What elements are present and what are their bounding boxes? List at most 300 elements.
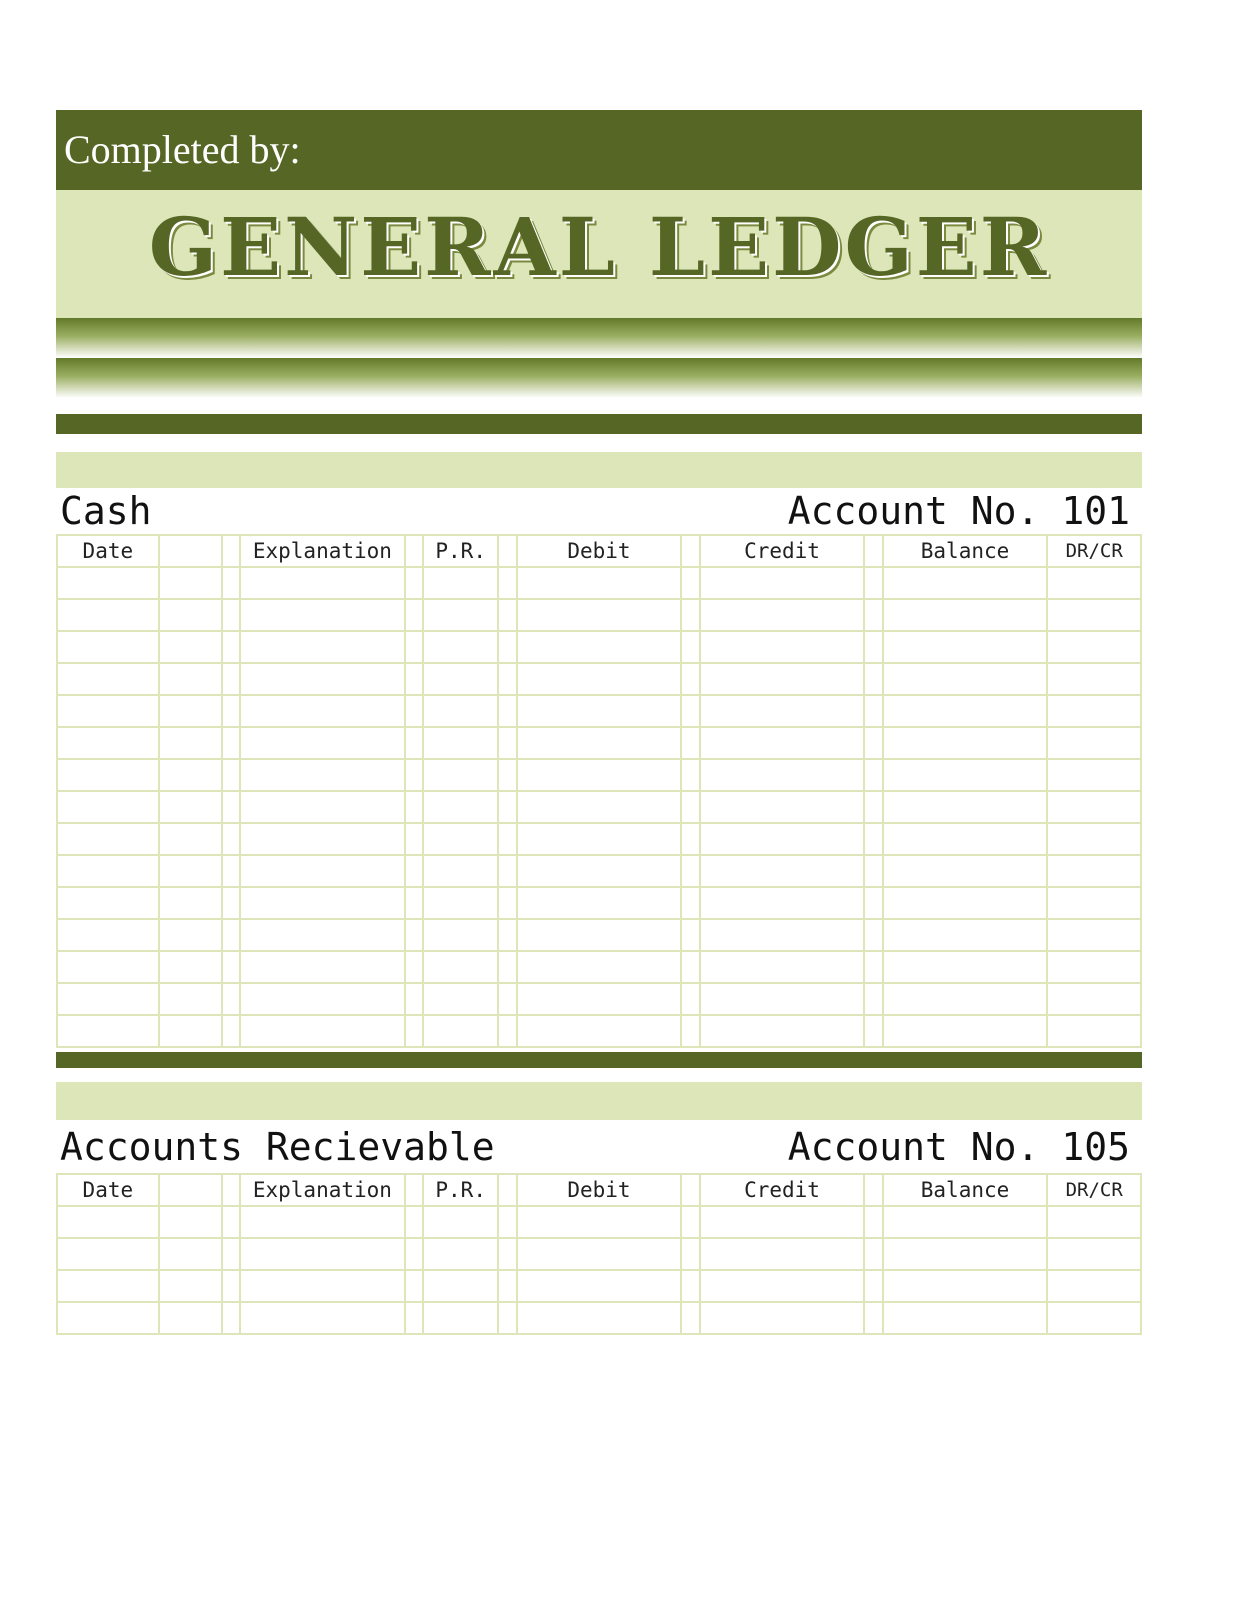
ledger-cell[interactable] (498, 1206, 516, 1238)
column-header-balance: Balance (883, 535, 1048, 567)
ledger-cell[interactable] (57, 855, 159, 887)
ledger-cell[interactable] (883, 1302, 1048, 1334)
ledger-cell[interactable] (222, 791, 240, 823)
ledger-cell[interactable] (864, 1270, 882, 1302)
ledger-cell[interactable] (883, 759, 1048, 791)
ledger-cell[interactable] (700, 1206, 865, 1238)
ledger-cell[interactable] (240, 823, 405, 855)
column-spacer (498, 1174, 516, 1206)
ledger-cell[interactable] (864, 599, 882, 631)
ledger-cell[interactable] (864, 919, 882, 951)
ledger-cell[interactable] (240, 663, 405, 695)
ledger-cell[interactable] (517, 1015, 682, 1047)
ledger-cell[interactable] (57, 791, 159, 823)
section-band-1 (56, 452, 1142, 488)
ledger-cell[interactable] (517, 823, 682, 855)
ledger-cell[interactable] (517, 1238, 682, 1270)
ledger-cell[interactable] (57, 727, 159, 759)
ledger-cell[interactable] (1047, 823, 1141, 855)
ledger-cell[interactable] (57, 1302, 159, 1334)
column-header-explanation: Explanation (240, 1174, 405, 1206)
ledger-cell[interactable] (700, 823, 865, 855)
ledger-cell[interactable] (1047, 631, 1141, 663)
ledger-cell[interactable] (57, 1206, 159, 1238)
ledger-cell[interactable] (240, 951, 405, 983)
column-header-credit: Credit (700, 1174, 865, 1206)
ledger-cell[interactable] (681, 1270, 699, 1302)
ledger-cell[interactable] (1047, 759, 1141, 791)
ledger-cell[interactable] (700, 727, 865, 759)
ledger-cell[interactable] (517, 1206, 682, 1238)
ledger-row (57, 1302, 1141, 1334)
ledger-cell[interactable] (864, 695, 882, 727)
ledger-cell[interactable] (864, 855, 882, 887)
ledger-cell[interactable] (159, 759, 222, 791)
ledger-cell[interactable] (423, 663, 498, 695)
completed-by-label: Completed by: (64, 127, 301, 172)
ledger-table-cash (56, 534, 1142, 1048)
ledger-cell[interactable] (1047, 567, 1141, 599)
ledger-cell[interactable] (883, 663, 1048, 695)
column-header-date: Date (57, 1174, 159, 1206)
ledger-cell[interactable] (57, 1015, 159, 1047)
ledger-cell[interactable] (57, 567, 159, 599)
ledger-cell[interactable] (681, 855, 699, 887)
ledger-cell[interactable] (405, 567, 423, 599)
ledger-cell[interactable] (57, 951, 159, 983)
ledger-row (57, 983, 1141, 1015)
ledger-cell[interactable] (159, 791, 222, 823)
ledger-cell[interactable] (57, 983, 159, 1015)
ledger-cell[interactable] (517, 855, 682, 887)
ledger-cell[interactable] (700, 1015, 865, 1047)
ledger-cell[interactable] (240, 919, 405, 951)
ledger-cell[interactable] (883, 631, 1048, 663)
ledger-cell[interactable] (159, 855, 222, 887)
ledger-cell[interactable] (681, 951, 699, 983)
ledger-cell[interactable] (517, 1270, 682, 1302)
ledger-cell[interactable] (405, 1238, 423, 1270)
ledger-cell[interactable] (423, 791, 498, 823)
ledger-cell[interactable] (498, 823, 516, 855)
ledger-cell[interactable] (240, 983, 405, 1015)
ledger-cell[interactable] (159, 951, 222, 983)
ledger-cell[interactable] (423, 1238, 498, 1270)
ledger-row (57, 823, 1141, 855)
ledger-row (57, 1015, 1141, 1047)
ledger-cell[interactable] (1047, 887, 1141, 919)
ledger-cell[interactable] (517, 791, 682, 823)
ledger-cell[interactable] (498, 951, 516, 983)
ledger-cell[interactable] (240, 1270, 405, 1302)
ledger-cell[interactable] (1047, 727, 1141, 759)
ledger-cell[interactable] (222, 919, 240, 951)
account-number-value: 105 (1061, 1125, 1130, 1169)
ledger-cell[interactable] (864, 823, 882, 855)
ledger-cell[interactable] (405, 1206, 423, 1238)
ledger-cell[interactable] (57, 663, 159, 695)
ledger-cell[interactable] (883, 1206, 1048, 1238)
column-spacer (159, 535, 222, 567)
ledger-cell[interactable] (423, 855, 498, 887)
ledger-cell[interactable] (864, 663, 882, 695)
ledger-cell[interactable] (517, 663, 682, 695)
ledger-cell[interactable] (423, 951, 498, 983)
ledger-row (57, 1206, 1141, 1238)
account-name-cash: Cash (60, 489, 152, 533)
ledger-cell[interactable] (883, 599, 1048, 631)
ledger-cell[interactable] (405, 791, 423, 823)
ledger-cell[interactable] (1047, 791, 1141, 823)
ledger-row (57, 727, 1141, 759)
ledger-cell[interactable] (423, 759, 498, 791)
ledger-cell[interactable] (222, 951, 240, 983)
ledger-cell[interactable] (1047, 1238, 1141, 1270)
column-header-dr-cr: DR/CR (1047, 1174, 1141, 1206)
ledger-cell[interactable] (498, 1238, 516, 1270)
ledger-cell[interactable] (159, 599, 222, 631)
ledger-cell[interactable] (883, 695, 1048, 727)
ledger-cell[interactable] (159, 695, 222, 727)
ledger-cell[interactable] (700, 1270, 865, 1302)
ledger-cell[interactable] (1047, 919, 1141, 951)
ledger-cell[interactable] (57, 631, 159, 663)
ledger-row (57, 567, 1141, 599)
ledger-cell[interactable] (423, 919, 498, 951)
ledger-cell[interactable] (1047, 1302, 1141, 1334)
ledger-cell[interactable] (498, 1302, 516, 1334)
column-header-dr-cr: DR/CR (1047, 535, 1141, 567)
ledger-cell[interactable] (883, 791, 1048, 823)
ledger-cell[interactable] (1047, 951, 1141, 983)
ledger-cell[interactable] (222, 1238, 240, 1270)
ledger-cell[interactable] (864, 631, 882, 663)
ledger-cell[interactable] (517, 599, 682, 631)
ledger-cell[interactable] (222, 663, 240, 695)
ledger-cell[interactable] (1047, 855, 1141, 887)
ledger-cell[interactable] (405, 823, 423, 855)
ledger-cell[interactable] (517, 759, 682, 791)
ledger-cell[interactable] (405, 1015, 423, 1047)
ledger-cell[interactable] (681, 727, 699, 759)
divider-bar-1 (56, 414, 1142, 434)
ledger-cell[interactable] (1047, 983, 1141, 1015)
ledger-cell[interactable] (864, 567, 882, 599)
ledger-cell[interactable] (681, 695, 699, 727)
ledger-cell[interactable] (240, 1238, 405, 1270)
ledger-cell[interactable] (423, 1270, 498, 1302)
ledger-cell[interactable] (423, 567, 498, 599)
ledger-cell[interactable] (423, 1015, 498, 1047)
ledger-cell[interactable] (405, 695, 423, 727)
ledger-cell[interactable] (883, 887, 1048, 919)
ledger-cell[interactable] (423, 599, 498, 631)
ledger-cell[interactable] (864, 1015, 882, 1047)
ledger-cell[interactable] (405, 1270, 423, 1302)
ledger-cell[interactable] (517, 983, 682, 1015)
ledger-cell[interactable] (681, 791, 699, 823)
ledger-cell[interactable] (700, 919, 865, 951)
ledger-cell[interactable] (498, 855, 516, 887)
column-spacer (864, 1174, 882, 1206)
ledger-cell[interactable] (700, 855, 865, 887)
ledger-cell[interactable] (405, 759, 423, 791)
ledger-cell[interactable] (159, 1302, 222, 1334)
ledger-cell[interactable] (681, 919, 699, 951)
column-spacer (405, 1174, 423, 1206)
ledger-cell[interactable] (240, 855, 405, 887)
ledger-cell[interactable] (517, 727, 682, 759)
ledger-cell[interactable] (405, 663, 423, 695)
ledger-cell[interactable] (159, 887, 222, 919)
ledger-cell[interactable] (498, 887, 516, 919)
ledger-cell[interactable] (159, 983, 222, 1015)
ledger-cell[interactable] (883, 1270, 1048, 1302)
ledger-cell[interactable] (700, 791, 865, 823)
ledger-cell[interactable] (883, 983, 1048, 1015)
account-number-cash (788, 489, 1130, 533)
ledger-cell[interactable] (1047, 695, 1141, 727)
column-spacer (222, 535, 240, 567)
ledger-cell[interactable] (423, 695, 498, 727)
ledger-cell[interactable] (57, 887, 159, 919)
column-header-balance: Balance (883, 1174, 1048, 1206)
ledger-cell[interactable] (681, 759, 699, 791)
ledger-cell[interactable] (498, 983, 516, 1015)
ledger-cell[interactable] (700, 695, 865, 727)
ledger-cell[interactable] (222, 567, 240, 599)
ledger-cell[interactable] (1047, 1270, 1141, 1302)
ledger-cell[interactable] (240, 567, 405, 599)
ledger-cell[interactable] (222, 1270, 240, 1302)
ledger-cell[interactable] (517, 631, 682, 663)
ledger-cell[interactable] (700, 887, 865, 919)
ledger-cell[interactable] (423, 887, 498, 919)
ledger-cell[interactable] (700, 567, 865, 599)
ledger-cell[interactable] (240, 1206, 405, 1238)
column-spacer (498, 535, 516, 567)
ledger-cell[interactable] (1047, 599, 1141, 631)
ledger-cell[interactable] (681, 1302, 699, 1334)
ledger-cell[interactable] (222, 631, 240, 663)
account-number-value: 101 (1061, 489, 1130, 533)
ledger-cell[interactable] (57, 1270, 159, 1302)
ledger-cell[interactable] (405, 951, 423, 983)
ledger-cell[interactable] (1047, 663, 1141, 695)
ledger-cell[interactable] (57, 695, 159, 727)
ledger-cell[interactable] (517, 951, 682, 983)
ledger-cell[interactable] (405, 983, 423, 1015)
ledger-cell[interactable] (240, 727, 405, 759)
ledger-cell[interactable] (498, 791, 516, 823)
ledger-cell[interactable] (883, 1015, 1048, 1047)
ledger-cell[interactable] (700, 1302, 865, 1334)
ledger-cell[interactable] (517, 695, 682, 727)
ledger-cell[interactable] (405, 919, 423, 951)
ledger-cell[interactable] (222, 983, 240, 1015)
column-header-credit: Credit (700, 535, 865, 567)
ledger-cell[interactable] (57, 759, 159, 791)
ledger-cell[interactable] (423, 1206, 498, 1238)
ledger-cell[interactable] (681, 1238, 699, 1270)
ledger-cell[interactable] (159, 1015, 222, 1047)
ledger-cell[interactable] (159, 1270, 222, 1302)
ledger-cell[interactable] (498, 695, 516, 727)
ledger-cell[interactable] (423, 631, 498, 663)
ledger-cell[interactable] (498, 599, 516, 631)
ledger-cell[interactable] (864, 983, 882, 1015)
ledger-row (57, 695, 1141, 727)
ledger-row (57, 919, 1141, 951)
ledger-cell[interactable] (57, 599, 159, 631)
ledger-cell[interactable] (498, 567, 516, 599)
ledger-cell[interactable] (864, 1206, 882, 1238)
ledger-cell[interactable] (883, 919, 1048, 951)
ledger-cell[interactable] (423, 727, 498, 759)
ledger-cell[interactable] (423, 823, 498, 855)
ledger-cell[interactable] (883, 1238, 1048, 1270)
ledger-cell[interactable] (498, 727, 516, 759)
ledger-cell[interactable] (1047, 1015, 1141, 1047)
ledger-cell[interactable] (864, 791, 882, 823)
ledger-cell[interactable] (864, 1238, 882, 1270)
ledger-cell[interactable] (159, 1206, 222, 1238)
ledger-cell[interactable] (222, 759, 240, 791)
header-row (57, 535, 1141, 567)
ledger-row (57, 663, 1141, 695)
ledger-cell[interactable] (498, 1015, 516, 1047)
ledger-cell[interactable] (681, 631, 699, 663)
ledger-cell[interactable] (240, 599, 405, 631)
ledger-cell[interactable] (240, 1302, 405, 1334)
ledger-cell[interactable] (159, 919, 222, 951)
header-row (57, 1174, 1141, 1206)
ledger-cell[interactable] (405, 631, 423, 663)
ledger-cell[interactable] (864, 951, 882, 983)
ledger-cell[interactable] (222, 1302, 240, 1334)
ledger-cell[interactable] (159, 663, 222, 695)
ledger-cell[interactable] (883, 823, 1048, 855)
ledger-cell[interactable] (240, 759, 405, 791)
ledger-cell[interactable] (700, 631, 865, 663)
column-header-p-r-: P.R. (423, 1174, 498, 1206)
ledger-cell[interactable] (159, 823, 222, 855)
ledger-cell[interactable] (517, 887, 682, 919)
title-band (56, 190, 1142, 318)
account-name-accounts-receivable: Accounts Recievable (60, 1125, 495, 1169)
ledger-cell[interactable] (498, 759, 516, 791)
ledger-cell[interactable] (883, 567, 1048, 599)
ledger-cell[interactable] (405, 727, 423, 759)
ledger-cell[interactable] (681, 663, 699, 695)
ledger-cell[interactable] (681, 1015, 699, 1047)
ledger-cell[interactable] (517, 919, 682, 951)
ledger-cell[interactable] (405, 599, 423, 631)
ledger-cell[interactable] (498, 919, 516, 951)
ledger-cell[interactable] (681, 1206, 699, 1238)
ledger-cell[interactable] (681, 599, 699, 631)
column-header-debit: Debit (517, 1174, 682, 1206)
ledger-cell[interactable] (517, 567, 682, 599)
ledger-cell[interactable] (159, 567, 222, 599)
ledger-cell[interactable] (222, 887, 240, 919)
ledger-cell[interactable] (57, 919, 159, 951)
ledger-cell[interactable] (883, 727, 1048, 759)
ledger-cell[interactable] (883, 855, 1048, 887)
ledger-cell[interactable] (57, 1238, 159, 1270)
ledger-cell[interactable] (240, 695, 405, 727)
ledger-cell[interactable] (700, 599, 865, 631)
ledger-cell[interactable] (681, 887, 699, 919)
ledger-cell[interactable] (222, 599, 240, 631)
ledger-cell[interactable] (222, 1206, 240, 1238)
column-spacer (681, 535, 699, 567)
account-number-label: Account No. (787, 489, 1040, 533)
ledger-cell[interactable] (240, 791, 405, 823)
ledger-cell[interactable] (1047, 1206, 1141, 1238)
ledger-cell[interactable] (864, 759, 882, 791)
ledger-cell[interactable] (498, 631, 516, 663)
ledger-cell[interactable] (681, 983, 699, 1015)
ledger-row (57, 599, 1141, 631)
ledger-cell[interactable] (240, 887, 405, 919)
ledger-cell[interactable] (405, 1302, 423, 1334)
ledger-cell[interactable] (700, 1238, 865, 1270)
ledger-cell[interactable] (864, 887, 882, 919)
ledger-cell[interactable] (240, 631, 405, 663)
ledger-cell[interactable] (423, 983, 498, 1015)
ledger-cell[interactable] (681, 567, 699, 599)
column-header-p-r-: P.R. (423, 535, 498, 567)
ledger-row (57, 951, 1141, 983)
column-header-debit: Debit (517, 535, 682, 567)
ledger-cell[interactable] (700, 951, 865, 983)
ledger-cell[interactable] (159, 631, 222, 663)
ledger-cell[interactable] (240, 1015, 405, 1047)
column-header-date: Date (57, 535, 159, 567)
ledger-cell[interactable] (57, 823, 159, 855)
ledger-cell[interactable] (222, 1015, 240, 1047)
ledger-cell[interactable] (222, 855, 240, 887)
ledger-row (57, 1270, 1141, 1302)
ledger-table-accounts-receivable (56, 1173, 1142, 1335)
ledger-cell[interactable] (159, 1238, 222, 1270)
ledger-cell[interactable] (864, 1302, 882, 1334)
ledger-cell[interactable] (517, 1302, 682, 1334)
ledger-cell[interactable] (700, 759, 865, 791)
ledger-cell[interactable] (700, 983, 865, 1015)
ledger-cell[interactable] (498, 1270, 516, 1302)
column-spacer (405, 535, 423, 567)
ledger-cell[interactable] (423, 1302, 498, 1334)
ledger-cell[interactable] (159, 727, 222, 759)
ledger-cell[interactable] (700, 663, 865, 695)
section-band-2 (56, 1082, 1142, 1120)
ledger-cell[interactable] (222, 695, 240, 727)
column-spacer (681, 1174, 699, 1206)
ledger-cell[interactable] (498, 663, 516, 695)
ledger-cell[interactable] (222, 823, 240, 855)
ledger-cell[interactable] (405, 887, 423, 919)
ledger-row (57, 855, 1141, 887)
ledger-cell[interactable] (681, 823, 699, 855)
ledger-cell[interactable] (864, 727, 882, 759)
ledger-cell[interactable] (222, 727, 240, 759)
ledger-cell[interactable] (405, 855, 423, 887)
account-number-label: Account No. (787, 1125, 1040, 1169)
column-spacer (159, 1174, 222, 1206)
ledger-cell[interactable] (883, 951, 1048, 983)
